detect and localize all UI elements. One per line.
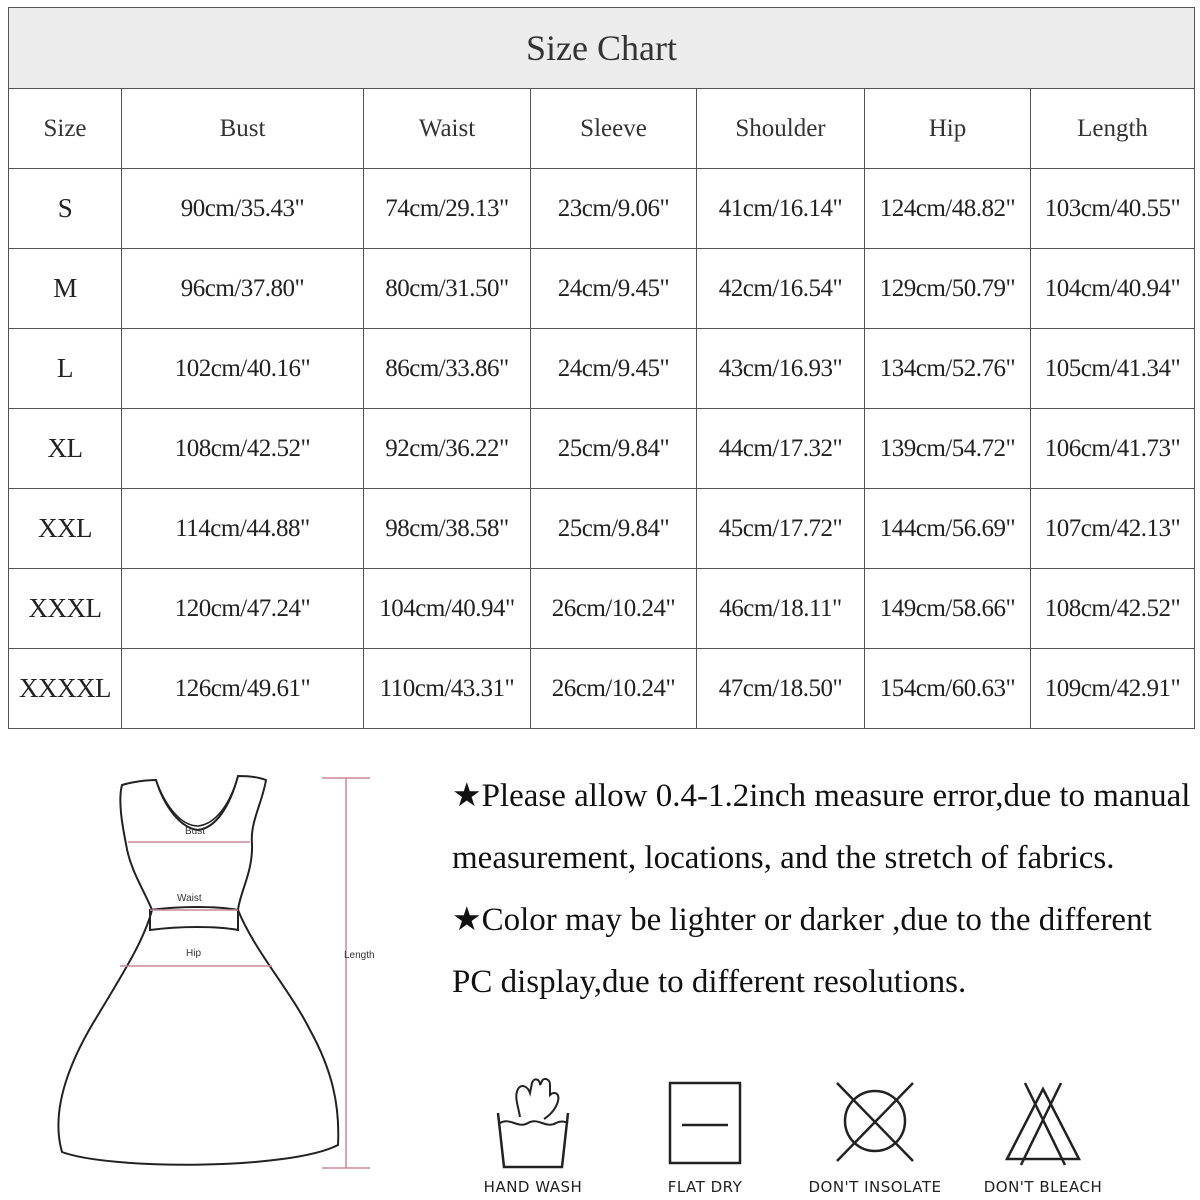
- table-cell: 139cm/54.72": [865, 409, 1031, 489]
- table-cell: 26cm/10.24": [531, 569, 697, 649]
- table-cell: 107cm/42.13": [1031, 489, 1195, 569]
- table-row: [9, 169, 1195, 249]
- table-cell: 108cm/42.52": [122, 409, 364, 489]
- table-cell: 134cm/52.76": [865, 329, 1031, 409]
- care-item-flat-dry: [630, 1075, 780, 1195]
- table-cell: XXXL: [9, 569, 122, 649]
- table-cell: 149cm/58.66": [865, 569, 1031, 649]
- table-cell: L: [9, 329, 122, 409]
- table-cell: XXXXL: [9, 649, 122, 729]
- table-cell: 24cm/9.45": [531, 249, 697, 329]
- note-measure-error: ★Please allow 0.4-1.2inch measure error,due to manual measurement, locations, and the stretch of fabrics.: [452, 778, 1191, 876]
- header-shoulder: Shoulder: [697, 89, 865, 169]
- no-tumble-dry-icon: [827, 1075, 923, 1171]
- table-cell: 96cm/37.80": [122, 249, 364, 329]
- table-cell: 126cm/49.61": [122, 649, 364, 729]
- table-cell: 102cm/40.16": [122, 329, 364, 409]
- table-cell: 25cm/9.84": [531, 409, 697, 489]
- table-cell: 108cm/42.52": [1031, 569, 1195, 649]
- table-cell: 98cm/38.58": [364, 489, 531, 569]
- table-cell: 74cm/29.13": [364, 169, 531, 249]
- table-cell: 25cm/9.84": [531, 489, 697, 569]
- table-cell: 110cm/43.31": [364, 649, 531, 729]
- no-bleach-icon: [995, 1075, 1091, 1171]
- table-cell: 144cm/56.69": [865, 489, 1031, 569]
- table-cell: 80cm/31.50": [364, 249, 531, 329]
- table-cell: 104cm/40.94": [1031, 249, 1195, 329]
- table-row: [9, 569, 1195, 649]
- table-row: [9, 409, 1195, 489]
- size-chart-table: [8, 7, 1195, 729]
- header-sleeve: Sleeve: [531, 89, 697, 169]
- table-cell: XL: [9, 409, 122, 489]
- table-cell: 92cm/36.22": [364, 409, 531, 489]
- table-cell: 129cm/50.79": [865, 249, 1031, 329]
- waist-label: Waist: [177, 893, 202, 904]
- table-cell: 26cm/10.24": [531, 649, 697, 729]
- table-row: [9, 249, 1195, 329]
- table-cell: 120cm/47.24": [122, 569, 364, 649]
- care-label: HAND WASH: [483, 1178, 583, 1196]
- table-cell: 44cm/17.32": [697, 409, 865, 489]
- table-row: [9, 649, 1195, 729]
- table-cell: 106cm/41.73": [1031, 409, 1195, 489]
- dress-measurement-diagram: [40, 760, 440, 1180]
- table-cell: 154cm/60.63": [865, 649, 1031, 729]
- care-label: DON'T INSOLATE: [808, 1178, 942, 1196]
- notes-block: [452, 765, 1192, 1013]
- table-cell: 105cm/41.34": [1031, 329, 1195, 409]
- care-item-dont-bleach: [968, 1075, 1118, 1195]
- length-label: Length: [344, 950, 375, 961]
- table-cell: XXL: [9, 489, 122, 569]
- hand-wash-icon: [488, 1075, 578, 1171]
- header-hip: Hip: [865, 89, 1031, 169]
- table-cell: 47cm/18.50": [697, 649, 865, 729]
- table-cell: 43cm/16.93": [697, 329, 865, 409]
- care-item-hand-wash: [458, 1075, 608, 1195]
- table-cell: 46cm/18.11": [697, 569, 865, 649]
- table-cell: 124cm/48.82": [865, 169, 1031, 249]
- table-row: [9, 489, 1195, 569]
- table-cell: 104cm/40.94": [364, 569, 531, 649]
- bust-label: Bust: [185, 826, 206, 837]
- header-length: Length: [1031, 89, 1195, 169]
- care-label: FLAT DRY: [667, 1178, 743, 1196]
- neckline: [156, 776, 238, 826]
- table-cell: 90cm/35.43": [122, 169, 364, 249]
- table-cell: 45cm/17.72": [697, 489, 865, 569]
- table-row: [9, 329, 1195, 409]
- header-waist: Waist: [364, 89, 531, 169]
- table-cell: 103cm/40.55": [1031, 169, 1195, 249]
- table-cell: 86cm/33.86": [364, 329, 531, 409]
- hip-label: Hip: [186, 948, 202, 959]
- note-color-difference: ★Color may be lighter or darker ,due to the different PC display,due to different resolutions.: [452, 902, 1152, 1000]
- table-cell: 114cm/44.88": [122, 489, 364, 569]
- table-header-row: [9, 89, 1195, 169]
- table-cell: 41cm/16.14": [697, 169, 865, 249]
- table-cell: S: [9, 169, 122, 249]
- flat-dry-icon: [660, 1075, 750, 1171]
- table-cell: 24cm/9.45": [531, 329, 697, 409]
- table-cell: 42cm/16.54": [697, 249, 865, 329]
- header-bust: Bust: [122, 89, 364, 169]
- table-cell: M: [9, 249, 122, 329]
- table-cell: 23cm/9.06": [531, 169, 697, 249]
- care-item-dont-insolate: [800, 1075, 950, 1195]
- table-cell: 109cm/42.91": [1031, 649, 1195, 729]
- header-size: Size: [9, 89, 122, 169]
- care-label: DON'T BLEACH: [983, 1178, 1103, 1196]
- size-chart-title: Size Chart: [9, 8, 1195, 89]
